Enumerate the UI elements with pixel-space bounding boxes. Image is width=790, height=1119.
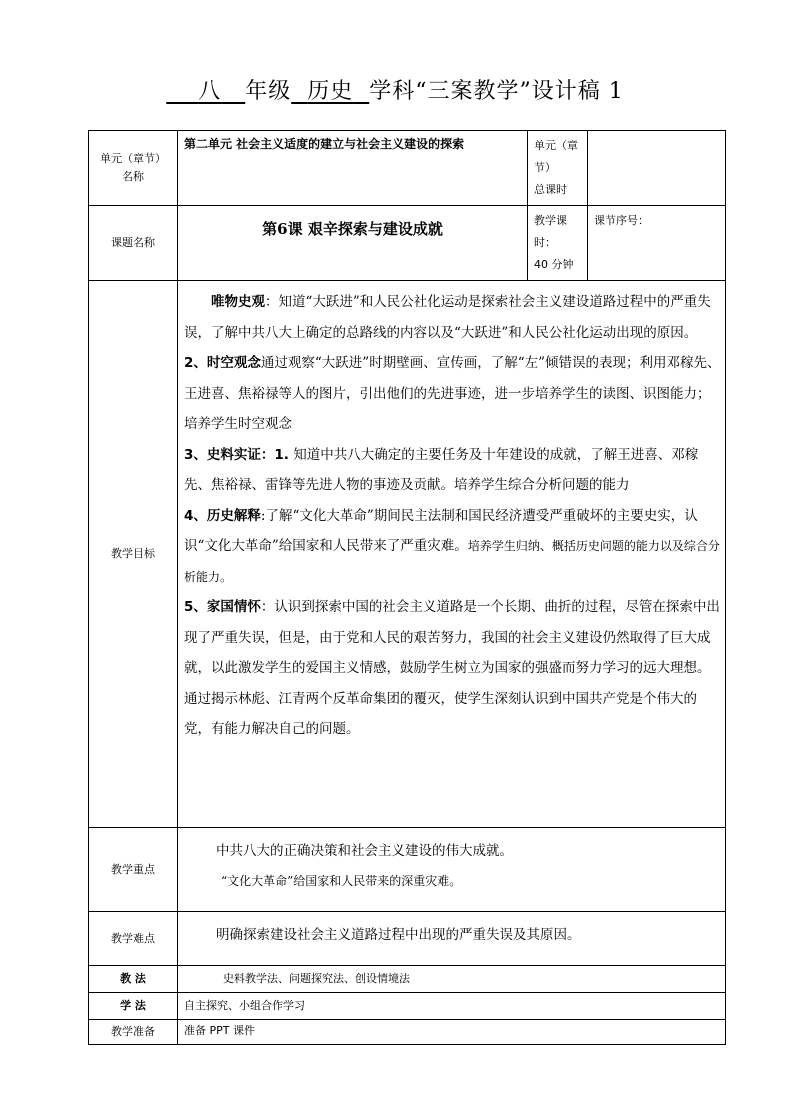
lesson-plan-table [88, 130, 726, 1045]
lesson-title: 第6课 艰辛探索与建设成就 [178, 206, 528, 281]
teaching-method-value: 史料教学法、问题探究法、创设情境法 [178, 966, 726, 993]
page-title [0, 74, 790, 105]
row-learning-method [89, 993, 726, 1020]
hours-label-cell [528, 131, 588, 206]
learning-method-label: 学 法 [89, 993, 178, 1020]
title-rest: 学科“三案教学”设计稿 1 [369, 79, 624, 104]
unit-name: 第二单元 社会主义适度的建立与社会主义建设的探索 [178, 131, 528, 206]
title-subject: 历史 [307, 79, 354, 104]
unit-label-line1: 单元（章节） [100, 152, 166, 165]
row-difficulties [89, 912, 726, 966]
difficulties-text: 明确探索建设社会主义道路过程中出现的严重失误及其原因。 [216, 927, 581, 943]
hours-label-line2: 总课时 [534, 183, 567, 196]
goal-3: 3、史料实证：1. 知道中共八大确定的主要任务及十年建设的成就，了解王进喜、邓稼先、焦裕禄、雷锋等先进人物的事迹及贡献。培养学生综合分析问题的能力 [184, 446, 699, 493]
difficulties-label: 教学难点 [89, 912, 178, 966]
row-topic [89, 206, 726, 281]
unit-label-line2: 名称 [122, 170, 144, 183]
row-teaching-method [89, 966, 726, 993]
topic-label: 课题名称 [89, 206, 178, 281]
preparation-value: 准备 PPT 课件 [178, 1020, 726, 1045]
hours-value [588, 131, 726, 206]
seq-label: 课节序号： [594, 214, 649, 227]
key-points-content [178, 828, 726, 912]
row-goals [89, 281, 726, 828]
class-hours-value: 40 分钟 [534, 258, 574, 271]
hours-label-line1: 单元（章节） [534, 139, 578, 174]
class-hours-label: 教学课时： [534, 214, 567, 249]
teaching-method-label: 教 法 [89, 966, 178, 993]
goal-5: 5、家国情怀：认识到探索中国的社会主义道路是一个长期、曲折的过程，尽管在探索中出现了严重失误，但是，由于党和人民的艰苦努力，我国的社会主义建设仍然取得了巨大成就，以此激发学生的爱国主义情感，鼓励学生树立为国家的强盛而努力学习的远大理想。通过揭示林彪、江青两个反革命集团的覆灭，使学生深刻认识到中国共产党是个伟大的党，有能力解决自己的问题。 [184, 599, 720, 737]
row-key-points [89, 828, 726, 912]
preparation-label: 教学准备 [89, 1020, 178, 1045]
row-unit [89, 131, 726, 206]
row-preparation [89, 1020, 726, 1045]
class-hours-cell [528, 206, 588, 281]
title-grade: 八 [198, 79, 222, 104]
goal-2: 2、时空观念通过观察“大跃进”时期壁画、宣传画，了解“左”倾错误的表现；利用邓稼先、王进喜、焦裕禄等人的图片，引出他们的先进事迹，进一步培养学生的读图、识图能力；培养学生时空观念 [184, 355, 721, 432]
goal-1: 唯物史观：知道“大跃进”和人民公社化运动是探索社会主义建设道路过程中的严重失误，了解中共八大上确定的总路线的内容以及“大跃进”和人民公社化运动出现的原因。 [184, 294, 711, 341]
unit-label-cell [89, 131, 178, 206]
seq-cell [588, 206, 726, 281]
difficulties-content [178, 912, 726, 966]
learning-method-value: 自主探究、小组合作学习 [178, 993, 726, 1020]
key-point-2: “文化大革命”给国家和人民带来的深重灾难。 [221, 874, 462, 888]
goal-4: 4、历史解释:了解“文化大革命”期间民主法制和国民经济遭受严重破坏的主要史实，认识“文化大革命”给国家和人民带来了严重灾难。培养学生归纳、概括历史问题的能力以及综合分析能力。 [184, 507, 720, 584]
goals-content [178, 281, 726, 828]
key-points-label: 教学重点 [89, 828, 178, 912]
key-point-1: 中共八大的正确决策和社会主义建设的伟大成就。 [216, 843, 513, 859]
title-grade-suffix: 年级 [245, 79, 292, 104]
goals-label: 教学目标 [89, 281, 178, 828]
